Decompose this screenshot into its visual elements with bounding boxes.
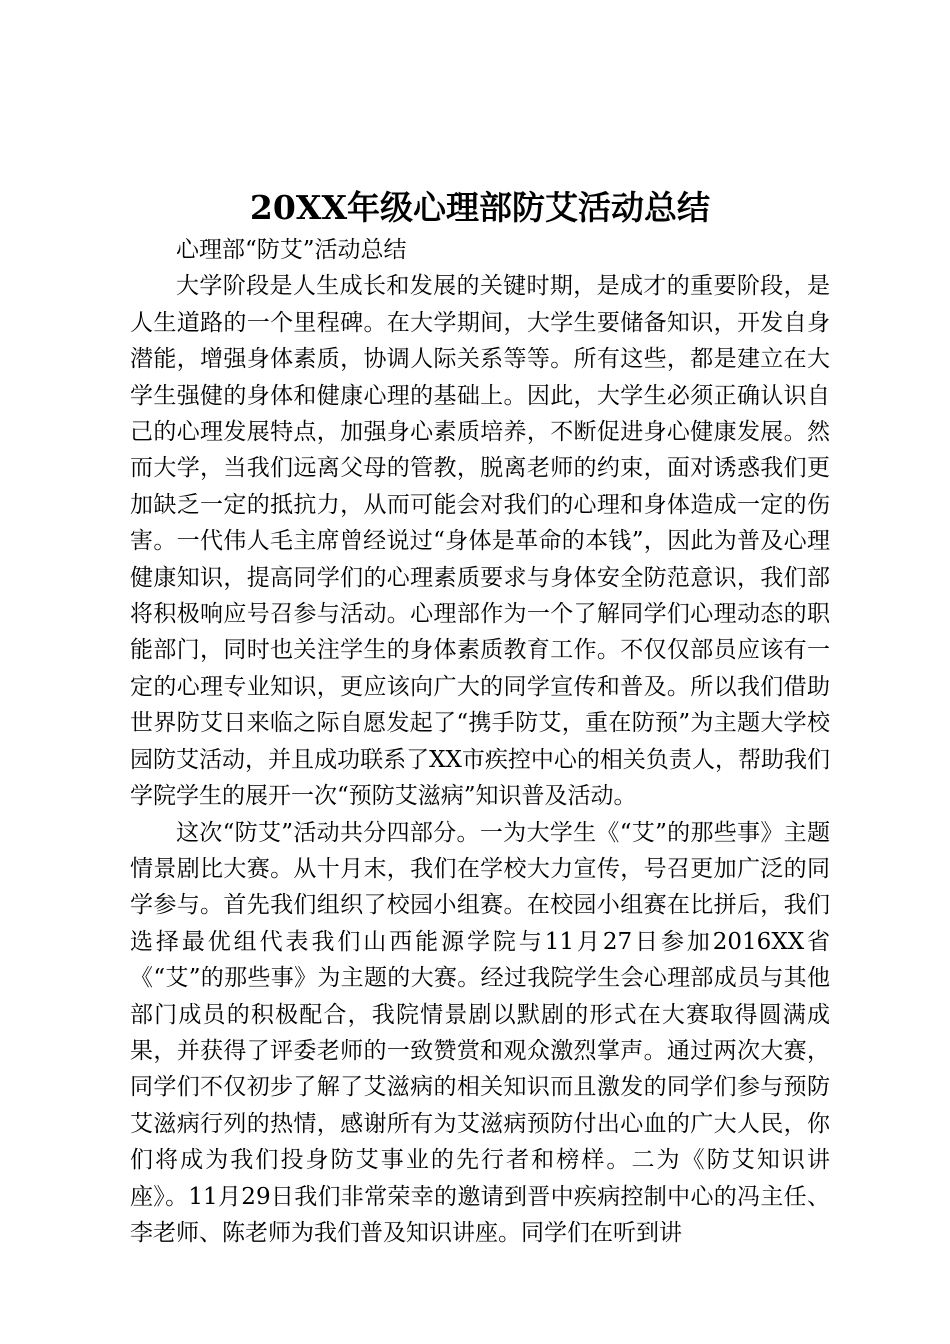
paragraph: 这次“防艾”活动共分四部分。一为大学生《“艾”的那些事》主题情景剧比大赛。从十月末，我们在学校大力宣传，号召更加广泛的同学参与。首先我们组织了校园小组赛。在校园小组赛在比拼后，我们选择最优组代表我们山西能源学院与11月27日参加2016XX省《“艾”的那些事》为主题的大赛。经过我院学生会心理部成员与其他部门成员的积极配合，我院情景剧以默剧的形式在大赛取得圆满成果，并获得了评委老师的一致赞赏和观众激烈掌声。通过两次大赛，同学们不仅初步了解了艾滋病的相关知识而且激发的同学们参与预防艾滋病行列的热情，感谢所有为艾滋病预防付出心血的广大人民，你们将成为我们投身防艾事业的先行者和榜样。二为《防艾知识讲座》。11月29日我们非常荣幸的邀请到晋中疾病控制中心的冯主任、李老师、陈老师为我们普及知识讲座。同学们在听到讲 bbox=[130, 819, 830, 1246]
document-subtitle: 心理部“防艾”活动总结 bbox=[176, 237, 407, 263]
paragraph: 大学阶段是人生成长和发展的关键时期，是成才的重要阶段，是人生道路的一个里程碑。在大学期间，大学生要储备知识，开发自身潜能，增强身体素质，协调人际关系等等。所有这些，都是建立在大学生强健的身体和健康心理的基础上。因此，大学生必须正确认识自己的心理发展特点，加强身心素质培养，不断促进身心健康发展。然而大学，当我们远离父母的管教，脱离老师的约束，面对诱惑我们更加缺乏一定的抵抗力，从而可能会对我们的心理和身体造成一定的伤害。一代伟人毛主席曾经说过“身体是革命的本钱”，因此为普及心理健康知识，提高同学们的心理素质要求与身体安全防范意识，我们部将积极响应号召参与活动。心理部作为一个了解同学们心理动态的职能部门，同时也关注学生的身体素质教育工作。不仅仅部员应该有一定的心理专业知识，更应该向广大的同学宣传和普及。所以我们借助世界防艾日来临之际自愿发起了“携手防艾，重在防预”为主题大学校园防艾活动，并且成功联系了XX市疾控中心的相关负责人，帮助我们学院学生的展开一次“预防艾滋病”知识普及活动。 bbox=[130, 273, 830, 810]
document-title: 20XX年级心理部防艾活动总结 bbox=[249, 188, 711, 227]
document-body bbox=[130, 232, 830, 1251]
document-page bbox=[130, 0, 830, 1344]
